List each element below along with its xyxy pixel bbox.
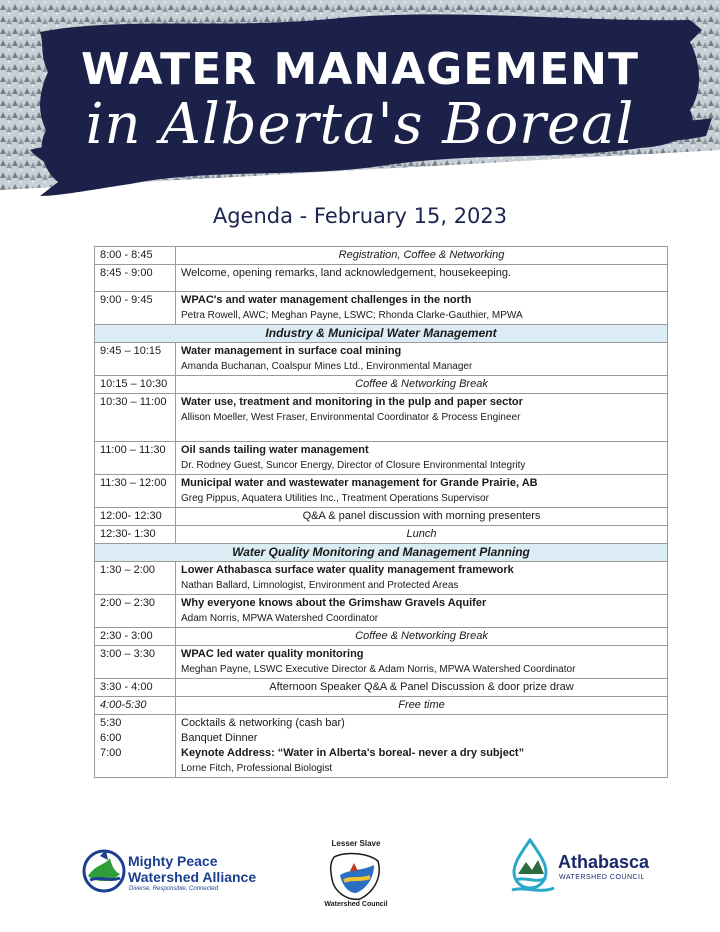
athabasca-subtitle: WATERSHED COUNCIL xyxy=(559,874,645,881)
mighty-peace-name-line2: Watershed Alliance xyxy=(128,869,257,885)
table-row xyxy=(95,475,668,508)
lesser-slave-bottom-text: Watershed Council xyxy=(324,901,388,908)
agenda-date-heading: Agenda - February 15, 2023 xyxy=(212,204,508,228)
table-row xyxy=(95,628,668,646)
session-title: Afternoon Speaker Q&A & Panel Discussion & door prize draw xyxy=(269,681,574,693)
session-time: 12:30- 1:30 xyxy=(95,526,176,544)
session-speakers: Adam Norris, MPWA Watershed Coordinator xyxy=(181,613,379,624)
session-title: Lunch xyxy=(406,528,437,540)
section-title: Water Quality Monitoring and Management Planning xyxy=(95,544,668,562)
session-time: 11:30 – 12:00 xyxy=(95,475,176,508)
table-row xyxy=(95,679,668,697)
session-cell xyxy=(176,628,668,646)
table-row xyxy=(95,595,668,628)
session-title: Lower Athabasca surface water quality management framework xyxy=(181,564,514,576)
session-time: 11:00 – 11:30 xyxy=(95,442,176,475)
session-time: 10:15 – 10:30 xyxy=(95,376,176,394)
table-row xyxy=(95,265,668,292)
session-time: 8:45 - 9:00 xyxy=(95,265,176,292)
session-title: Water management in surface coal mining xyxy=(181,345,402,357)
mighty-peace-emblem-icon xyxy=(82,846,126,896)
session-time: 8:00 - 8:45 xyxy=(95,247,176,265)
table-row xyxy=(95,715,668,778)
page-title: WATER MANAGEMENT xyxy=(80,44,640,95)
section-header-row xyxy=(95,325,668,343)
evening-items xyxy=(176,715,668,778)
session-speakers: Greg Pippus, Aquatera Utilities Inc., Treatment Operations Supervisor xyxy=(181,493,489,504)
evening-item: Cocktails & networking (cash bar) xyxy=(181,717,345,729)
session-title: Free time xyxy=(398,699,445,711)
session-time: 12:00- 12:30 xyxy=(95,508,176,526)
session-title: WPAC's and water management challenges in the north xyxy=(181,294,472,306)
session-cell xyxy=(176,526,668,544)
table-row xyxy=(95,343,668,376)
session-cell xyxy=(176,475,668,508)
session-time: 10:30 – 11:00 xyxy=(95,394,176,442)
session-cell xyxy=(176,292,668,325)
session-title: Coffee & Networking Break xyxy=(355,378,488,390)
table-row xyxy=(95,247,668,265)
session-title: WPAC led water quality monitoring xyxy=(181,648,364,660)
session-time: 2:00 – 2:30 xyxy=(95,595,176,628)
session-time: 3:00 – 3:30 xyxy=(95,646,176,679)
session-cell xyxy=(176,646,668,679)
session-speakers: Dr. Rodney Guest, Suncor Energy, Director of Closure Environmental Integrity xyxy=(181,460,526,471)
evening-time: 5:30 xyxy=(100,717,122,729)
table-row xyxy=(95,292,668,325)
session-speakers: Meghan Payne, LSWC Executive Director & Adam Norris, MPWA Watershed Coordinator xyxy=(181,664,576,675)
table-row xyxy=(95,376,668,394)
mighty-peace-name-line1: Mighty Peace xyxy=(128,853,218,869)
session-time: 1:30 – 2:00 xyxy=(95,562,176,595)
table-row xyxy=(95,442,668,475)
session-title: Municipal water and wastewater management for Grande Prairie, AB xyxy=(181,477,538,489)
keynote-title: Keynote Address: “Water in Alberta's boreal- never a dry subject” xyxy=(181,747,525,759)
table-row xyxy=(95,394,668,442)
session-cell xyxy=(176,679,668,697)
mighty-peace-logo xyxy=(82,846,257,896)
table-row xyxy=(95,646,668,679)
session-time: 4:00-5:30 xyxy=(95,697,176,715)
session-cell xyxy=(176,247,668,265)
water-drop-icon xyxy=(510,838,556,894)
session-speakers: Allison Moeller, West Fraser, Environmental Coordinator & Process Engineer xyxy=(181,412,521,423)
session-cell xyxy=(176,595,668,628)
athabasca-name: Athabasca xyxy=(558,852,650,872)
evening-time: 6:00 xyxy=(100,732,122,744)
session-speakers: Amanda Buchanan, Coalspur Mines Ltd., Environmental Manager xyxy=(181,361,473,372)
agenda-table xyxy=(94,246,668,778)
page-subtitle: in Alberta's Boreal xyxy=(85,92,635,157)
table-row xyxy=(95,697,668,715)
session-cell xyxy=(176,394,668,442)
table-row xyxy=(95,562,668,595)
section-header-row xyxy=(95,544,668,562)
session-cell xyxy=(176,562,668,595)
session-cell xyxy=(176,265,668,292)
session-title: Coffee & Networking Break xyxy=(355,630,488,642)
table-row xyxy=(95,508,668,526)
lesser-slave-logo xyxy=(316,835,396,915)
session-cell xyxy=(176,376,668,394)
session-title: Welcome, opening remarks, land acknowledgement, housekeeping. xyxy=(181,267,511,279)
evening-time: 7:00 xyxy=(100,747,122,759)
session-speakers: Petra Rowell, AWC; Meghan Payne, LSWC; Rhonda Clarke-Gauthier, MPWA xyxy=(181,310,523,321)
session-title: Registration, Coffee & Networking xyxy=(338,249,505,261)
evening-times xyxy=(95,715,176,778)
evening-item: Banquet Dinner xyxy=(181,732,258,744)
header-banner xyxy=(0,0,720,200)
session-cell xyxy=(176,343,668,376)
session-time: 3:30 - 4:00 xyxy=(95,679,176,697)
session-cell xyxy=(176,508,668,526)
session-time: 2:30 - 3:00 xyxy=(95,628,176,646)
session-time: 9:45 – 10:15 xyxy=(95,343,176,376)
keynote-speaker: Lorne Fitch, Professional Biologist xyxy=(181,763,333,774)
session-cell xyxy=(176,697,668,715)
session-title: Oil sands tailing water management xyxy=(181,444,369,456)
session-title: Q&A & panel discussion with morning presenters xyxy=(302,510,541,522)
evening-block xyxy=(95,715,668,778)
table-row xyxy=(95,526,668,544)
mighty-peace-tagline: Diverse, Responsible, Connected xyxy=(129,886,219,892)
section-title: Industry & Municipal Water Management xyxy=(95,325,668,343)
lesser-slave-top-text: Lesser Slave xyxy=(331,839,381,848)
agenda-body xyxy=(95,247,668,715)
session-title: Water use, treatment and monitoring in the pulp and paper sector xyxy=(181,396,523,408)
session-speakers: Nathan Ballard, Limnologist, Environment and Protected Areas xyxy=(181,580,459,591)
session-time: 9:00 - 9:45 xyxy=(95,292,176,325)
athabasca-logo xyxy=(510,838,660,894)
session-cell xyxy=(176,442,668,475)
session-title: Why everyone knows about the Grimshaw Gravels Aquifer xyxy=(181,597,487,609)
